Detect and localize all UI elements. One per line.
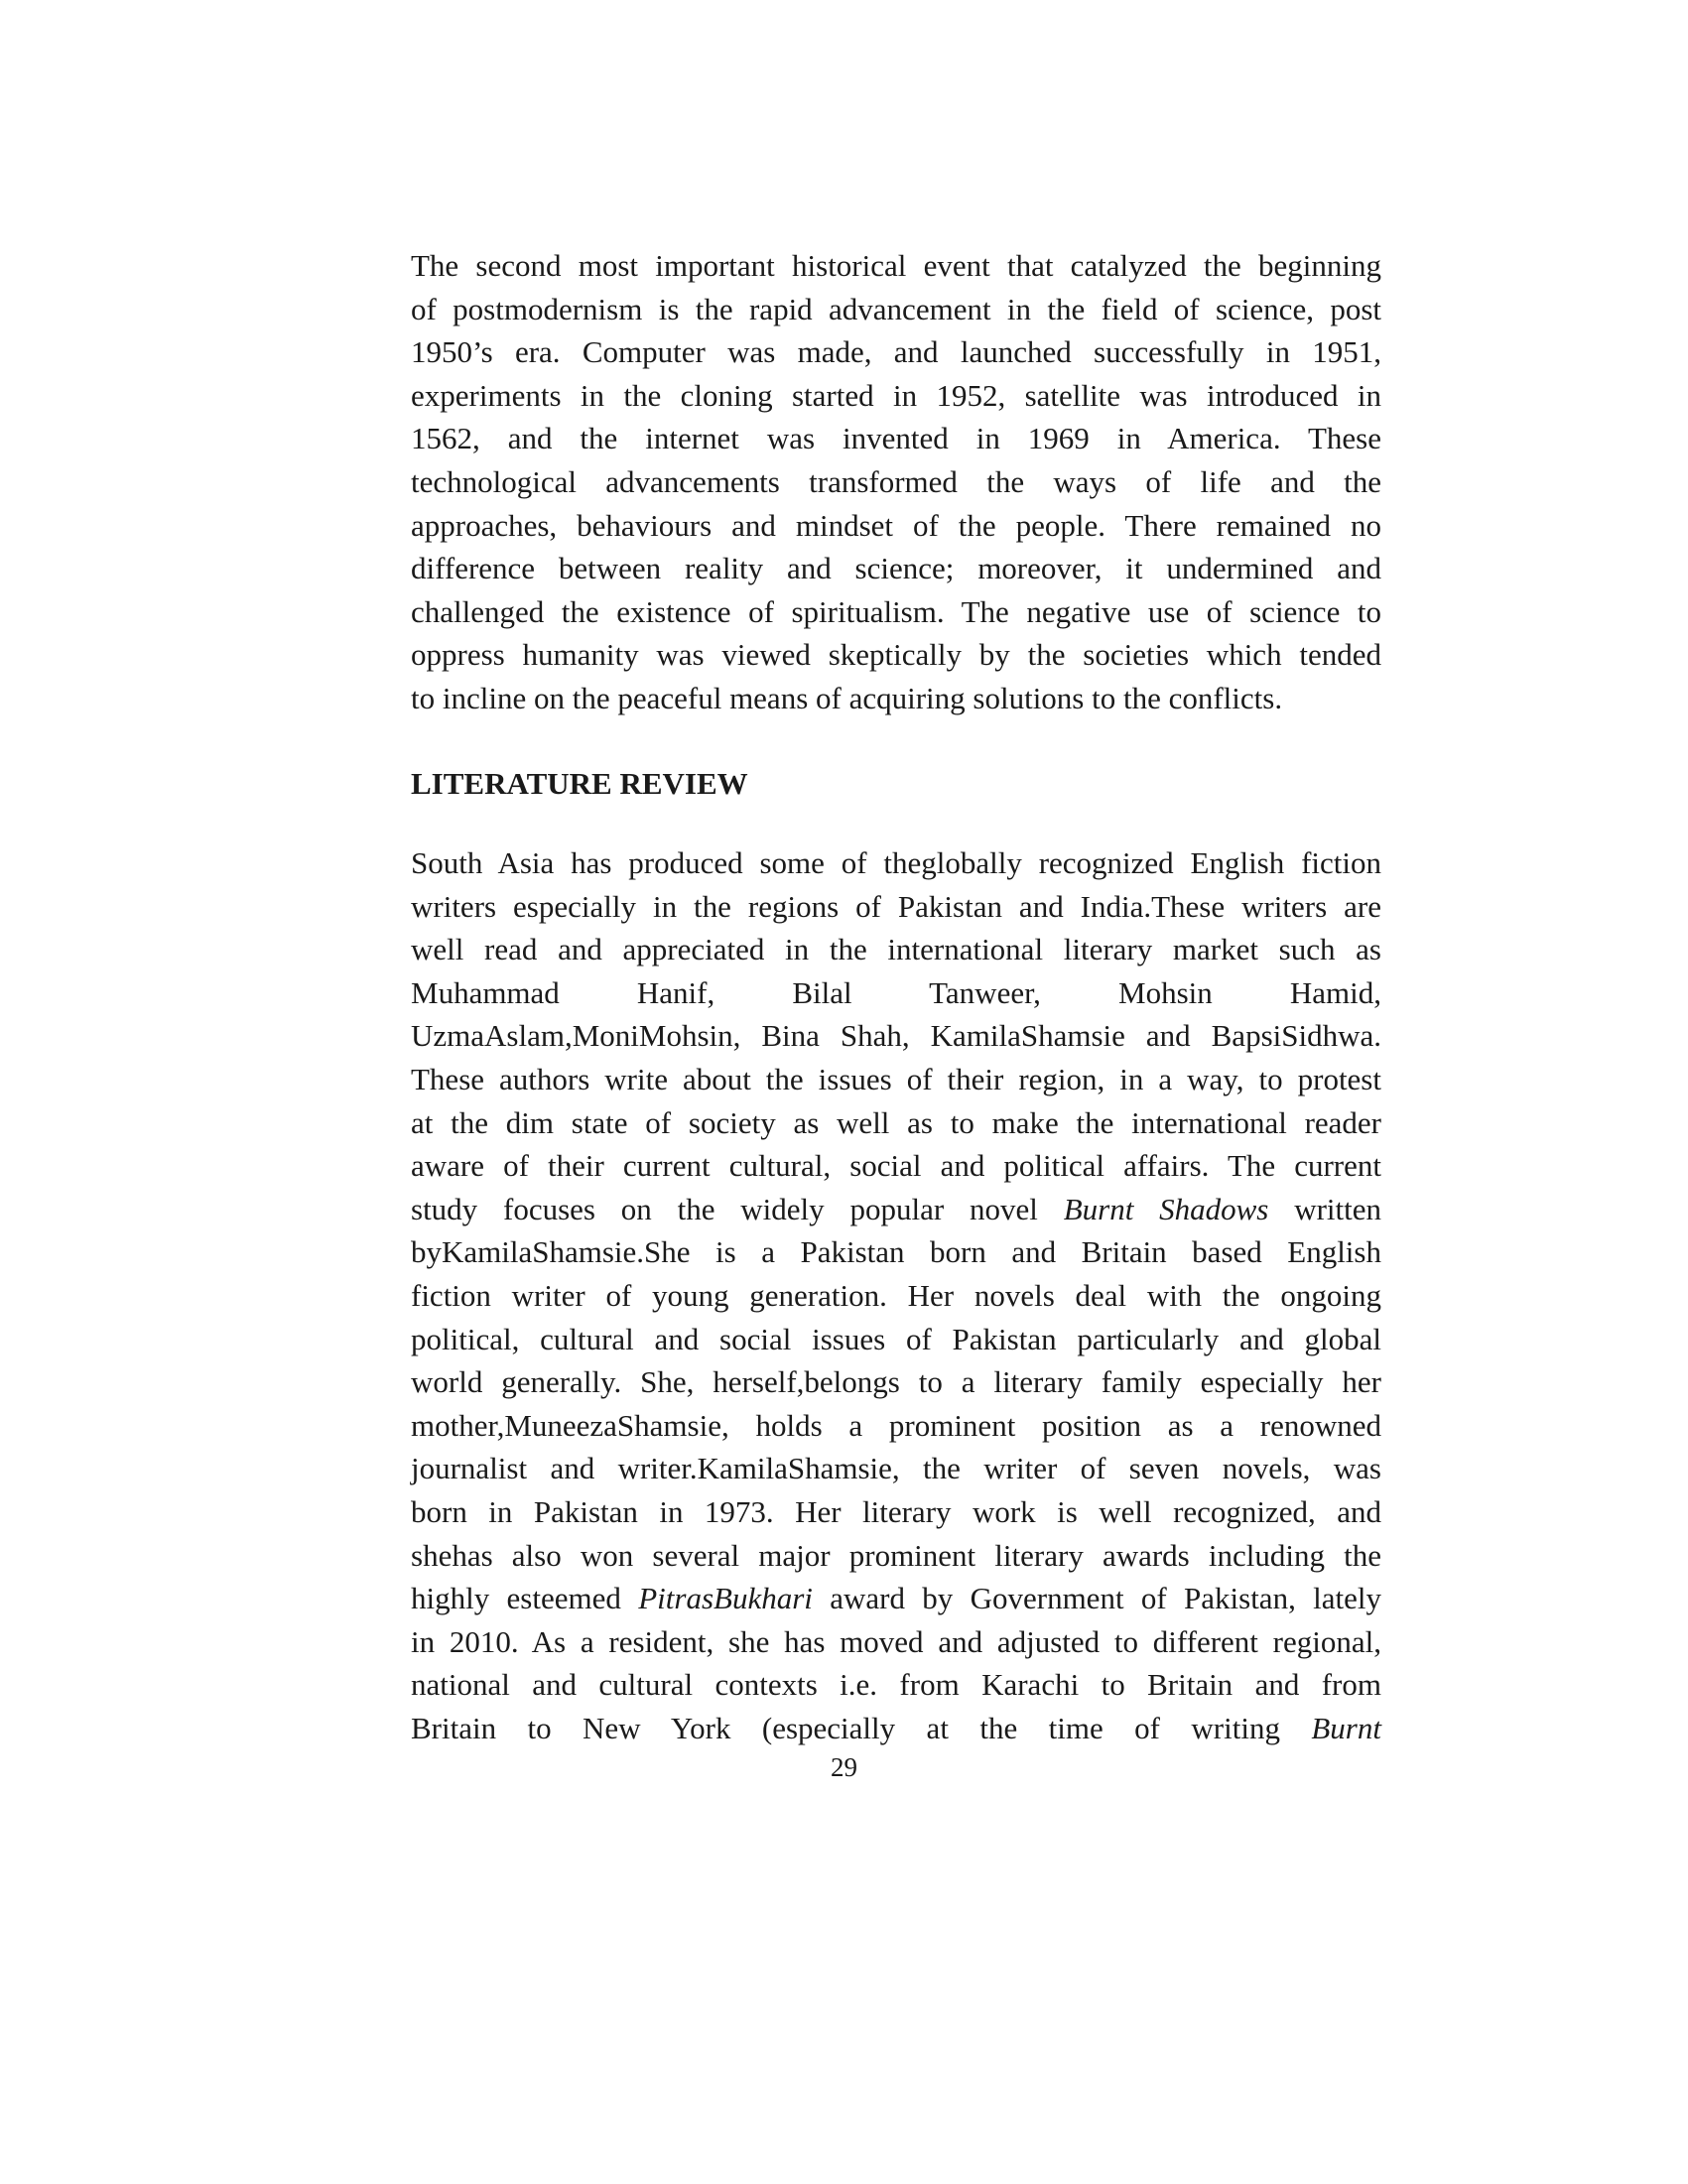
- text-line: South Asia has produced some of theglobally recognized English fiction: [411, 845, 1381, 880]
- text-line: born in Pakistan in 1973. Her literary work is well recognized, and: [411, 1493, 1381, 1529]
- text-line: well read and appreciated in the international literary market such as: [411, 932, 1381, 967]
- text-line: [411, 1188, 1381, 1231]
- text-line: oppress humanity was viewed skeptically by the societies which tended: [411, 637, 1381, 673]
- text-run: award by Government of Pakistan, lately: [830, 1581, 1382, 1616]
- text-line: technological advancements transformed the ways of life and the: [411, 463, 1381, 499]
- text-line: The second most important historical event that catalyzed the beginning: [411, 248, 1381, 283]
- text-line: national and cultural contexts i.e. from Karachi to Britain and from: [411, 1667, 1381, 1703]
- award-name-italic: PitrasBukhari: [638, 1581, 813, 1616]
- text-run: highly esteemed: [411, 1581, 621, 1616]
- page-number: 29: [831, 1752, 857, 1782]
- text-line: world generally. She, herself,belongs to a literary family especially her: [411, 1364, 1381, 1400]
- paragraph-literature-review: [411, 841, 1381, 1749]
- text-line: These authors write about the issues of their region, in a way, to protest: [411, 1061, 1381, 1096]
- text-line: at the dim state of society as well as to make the international reader: [411, 1104, 1381, 1140]
- text-line: UzmaAslam,MoniMohsin, Bina Shah, KamilaShamsie and BapsiSidhwa.: [411, 1018, 1381, 1054]
- text-line: [411, 1577, 1381, 1620]
- text-run: study focuses on the widely popular novel: [411, 1191, 1038, 1226]
- text-line: journalist and writer.KamilaShamsie, the writer of seven novels, was: [411, 1451, 1381, 1486]
- text-line: Muhammad Hanif, Bilal Tanweer, Mohsin Hamid,: [411, 974, 1381, 1010]
- text-line: in 2010. As a resident, she has moved and adjusted to different regional,: [411, 1623, 1381, 1659]
- text-line: 1950’s era. Computer was made, and launched successfully in 1951,: [411, 334, 1381, 370]
- text-line: [411, 1707, 1381, 1750]
- text-line: experiments in the cloning started in 1952, satellite was introduced in: [411, 377, 1381, 413]
- text-line: difference between reality and science; moreover, it undermined and: [411, 551, 1381, 586]
- text-line: challenged the existence of spiritualism. The negative use of science to: [411, 593, 1381, 629]
- text-run: Britain to New York (especially at the time of writing: [411, 1710, 1280, 1745]
- text-line: approaches, behaviours and mindset of the people. There remained no: [411, 507, 1381, 543]
- text-line: 1562, and the internet was invented in 1969 in America. These: [411, 421, 1381, 456]
- text-line: shehas also won several major prominent literary awards including the: [411, 1537, 1381, 1573]
- text-line: fiction writer of young generation. Her novels deal with the ongoing: [411, 1277, 1381, 1313]
- text-line: aware of their current cultural, social and political affairs. The current: [411, 1148, 1381, 1184]
- section-heading: LITERATURE REVIEW: [411, 766, 748, 801]
- novel-title-italic: Burnt Shadows: [1063, 1191, 1269, 1226]
- text-line: byKamilaShamsie.She is a Pakistan born and Britain based English: [411, 1234, 1381, 1270]
- text-run: written: [1294, 1191, 1382, 1226]
- text-line: writers especially in the regions of Pakistan and India.These writers are: [411, 888, 1381, 924]
- text-line: mother,MuneezaShamsie, holds a prominent position as a renowned: [411, 1407, 1381, 1443]
- novel-title-italic: Burnt: [1311, 1710, 1381, 1745]
- text-line: of postmodernism is the rapid advancement in the field of science, post: [411, 291, 1381, 326]
- text-line: political, cultural and social issues of Pakistan particularly and global: [411, 1321, 1381, 1356]
- text-line: to incline on the peaceful means of acquiring solutions to the conflicts.: [411, 680, 1283, 715]
- paragraph-postmodernism-science: [411, 244, 1381, 720]
